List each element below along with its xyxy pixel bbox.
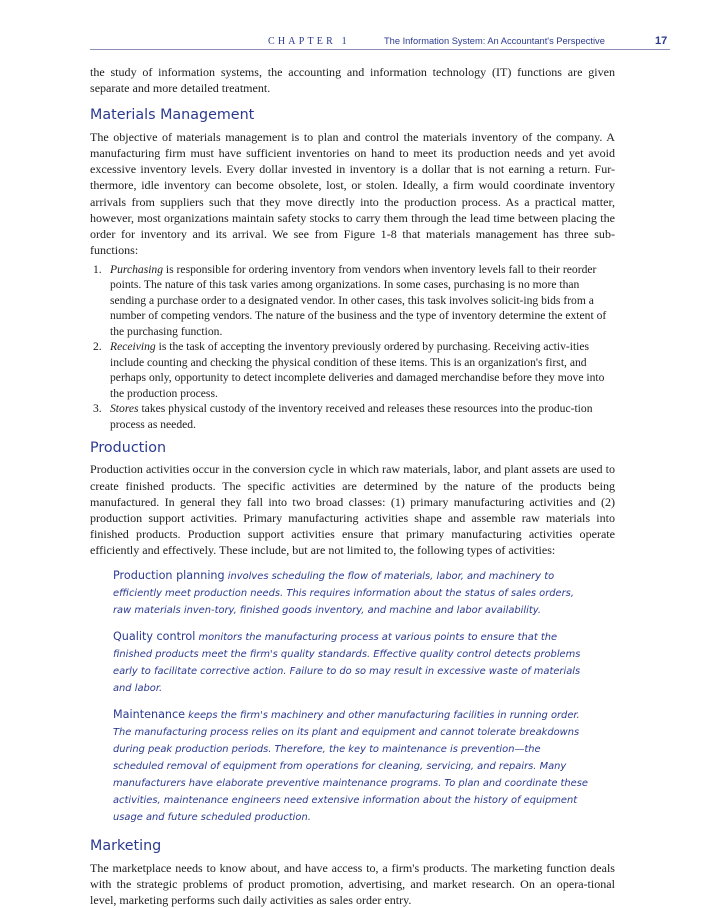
list-item-text: is the task of accepting the inventory previously ordered by purchasing. Receiving activ-ities include counting and checking the physical condition of these items. This is an organization's first, and perhaps only, opportunity to detect incomplete deliveries and damaged merchandise before they move into the production process. bbox=[110, 340, 605, 400]
page-number: 17 bbox=[655, 35, 668, 47]
materials-paragraph: The objective of materials management is to plan and control the materials inventory of the company. A manufacturing firm must have sufficient inventories on hand to meet its production needs and yet avoid excessive inventory levels. Every dollar invested in inventory is a dollar that is not earning a return. Fur-thermore, idle inventory can become obsolete, lost, or stolen. Ideally, a firm would coordinate inventory arrivals from suppliers such that they move directly into the production process. As a practical matter, however, most organizations maintain safety stocks to carry them through the lead time between placing the order for inventory and its arrival. We see from Figure 1-8 that materials management has three sub-functions: bbox=[90, 130, 615, 257]
activity-block bbox=[113, 707, 593, 826]
section-heading-materials-management: Materials Management bbox=[90, 107, 255, 124]
list-item-term: Purchasing bbox=[110, 262, 164, 276]
list-item-term: Stores bbox=[110, 402, 139, 416]
list-item-number: 3. bbox=[93, 402, 102, 416]
production-support-activities bbox=[113, 568, 593, 826]
list-item-text: takes physical custody of the inventory received and releases these resources into the produc-tion process as needed. bbox=[110, 402, 593, 431]
activity-block bbox=[113, 629, 593, 697]
activity-term: Production planning bbox=[113, 569, 225, 582]
activity-description: monitors the manufacturing process at various points to ensure that the finished products meet the firm's quality standards. Effective quality control detects problems early to facilitate corrective action. Failure to do so may result in excessive waste of materials and labor. bbox=[113, 632, 581, 694]
chapter-title: The Information System: An Accountant's Perspective bbox=[384, 36, 605, 46]
header-rule bbox=[90, 49, 670, 50]
list-item-number: 2. bbox=[93, 340, 102, 354]
activity-term: Maintenance bbox=[113, 708, 186, 721]
materials-subfunctions-list bbox=[90, 262, 610, 433]
page-body bbox=[90, 64, 615, 908]
activity-term: Quality control bbox=[113, 630, 196, 643]
list-item-term: Receiving bbox=[110, 340, 156, 354]
activity-description: keeps the firm's machinery and other manufacturing facilities in running order. The manufacturing process relies on its plant and equipment and cannot tolerate breakdowns during peak production periods. Therefore, the key to maintenance is prevention—the scheduled removal of equipment from operations for cleaning, servicing, and repairs. Many manufacturers have elaborate preventive maintenance programs. To plan and coordinate these activities, maintenance engineers need extensive information about the history of equipment usage and future scheduled production. bbox=[113, 710, 588, 823]
list-item-text: is responsible for ordering inventory from vendors when inventory levels fall to their reorder points. The nature of this task varies among organizations. In some cases, purchasing is no more than sending a purchase order to a designated vendor. In other cases, this task involves solicit-ing bids from a number of competing vendors. The nature of the business and the type of inventory determine the extent of the purchasing function. bbox=[110, 262, 607, 338]
list-item bbox=[93, 262, 610, 340]
list-item-number: 1. bbox=[93, 262, 102, 276]
marketing-paragraph: The marketplace needs to know about, and have access to, a firm's products. The marketing function deals with the strategic problems of product promotion, advertising, and market research. On an opera-tional level, marketing performs such daily activities as sales order entry. bbox=[90, 861, 615, 908]
section-heading-marketing: Marketing bbox=[90, 838, 162, 854]
intro-paragraph: the study of information systems, the accounting and information technology (IT) functions are given separate and more detailed treatment. bbox=[90, 65, 615, 96]
production-paragraph: Production activities occur in the conversion cycle in which raw materials, labor, and plant assets are used to create finished products. The specific activities are determined by the nature of the products being manufactured. In general they fall into two broad classes: (1) primary manufacturing activities and (2) production support activities. Primary manufacturing activities shape and assemble raw materials into finished products. Production support activities ensure that primary manufacturing activities operate efficiently and effectively. These include, but are not limited to, the following types of activities: bbox=[90, 462, 615, 557]
activity-description: involves scheduling the flow of materials, labor, and machinery to efficiently meet production needs. This requires information about the status of sales orders, raw materials inven-tory, finished goods inventory, and machine and labor availability. bbox=[113, 571, 574, 616]
list-item bbox=[93, 401, 610, 432]
activity-block bbox=[113, 568, 593, 619]
chapter-label: CHAPTER 1 bbox=[268, 36, 350, 47]
section-heading-production: Production bbox=[90, 440, 167, 457]
list-item bbox=[93, 339, 610, 401]
